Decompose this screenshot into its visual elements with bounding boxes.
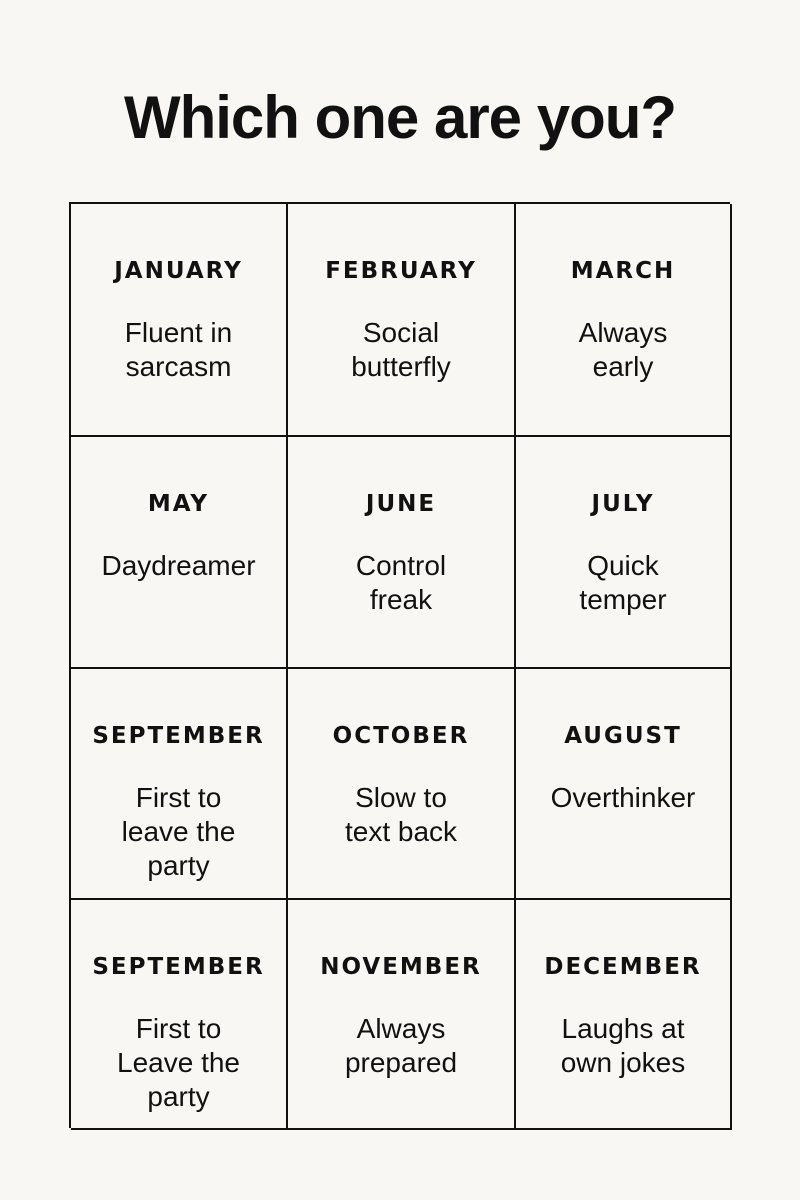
trait-line: Leave the xyxy=(117,1047,240,1078)
trait-line: sarcasm xyxy=(125,351,232,382)
month-label: AUGUST xyxy=(564,723,682,749)
trait-line: freak xyxy=(369,584,433,615)
trait-line: Overthinker xyxy=(550,782,696,813)
grid-cell xyxy=(288,437,516,669)
trait-line: Always xyxy=(356,1013,446,1044)
trait-line: Social xyxy=(362,317,440,348)
trait-line: prepared xyxy=(344,1047,458,1078)
trait-text xyxy=(536,781,711,815)
month-label: JUNE xyxy=(365,491,437,517)
month-label: SEPTEMBER xyxy=(92,723,265,749)
grid-cell xyxy=(71,900,288,1130)
month-label: JULY xyxy=(591,491,655,517)
grid-cell xyxy=(516,900,732,1130)
trait-text xyxy=(314,1012,489,1080)
trait-text xyxy=(314,316,489,384)
trait-line: temper xyxy=(579,584,667,615)
trait-text xyxy=(314,549,489,617)
grid-cell xyxy=(288,669,516,900)
trait-text xyxy=(314,781,489,849)
grid-cell xyxy=(288,204,516,437)
grid-cell xyxy=(71,204,288,437)
trait-text xyxy=(536,316,711,384)
trait-line: text back xyxy=(344,816,458,847)
grid-cell xyxy=(288,900,516,1130)
page-title: Which one are you? xyxy=(123,84,677,151)
trait-line: Quick xyxy=(587,550,659,581)
month-label: DECEMBER xyxy=(544,954,702,980)
trait-line: Always xyxy=(578,317,668,348)
trait-line: party xyxy=(147,1081,210,1112)
trait-line: First to xyxy=(135,1013,222,1044)
trait-line: Slow to xyxy=(355,782,447,813)
trait-text xyxy=(536,1012,711,1080)
trait-text xyxy=(536,549,711,617)
trait-line: Laughs at xyxy=(561,1013,685,1044)
trait-text xyxy=(91,781,266,883)
trait-line: leave the xyxy=(121,816,236,847)
trait-text xyxy=(91,1012,266,1114)
trait-line: First to xyxy=(135,782,222,813)
grid-cell xyxy=(71,437,288,669)
month-label: SEPTEMBER xyxy=(92,954,265,980)
grid-cell xyxy=(516,437,732,669)
trait-line: Daydreamer xyxy=(101,550,256,581)
month-trait-grid xyxy=(69,202,730,1128)
trait-text xyxy=(91,316,266,384)
month-label: MAY xyxy=(147,491,210,517)
month-label: MARCH xyxy=(570,258,676,284)
month-label: FEBRUARY xyxy=(325,258,477,284)
trait-line: butterfly xyxy=(351,351,451,382)
trait-line: Control xyxy=(355,550,447,581)
grid-cell xyxy=(516,204,732,437)
month-label: OCTOBER xyxy=(332,723,470,749)
grid-cell xyxy=(71,669,288,900)
month-label: NOVEMBER xyxy=(320,954,482,980)
trait-line: Fluent in xyxy=(124,317,233,348)
grid-cell xyxy=(516,669,732,900)
trait-line: early xyxy=(592,351,654,382)
trait-text xyxy=(91,549,266,583)
trait-line: party xyxy=(147,850,210,881)
month-label: JANUARY xyxy=(114,258,243,284)
trait-line: own jokes xyxy=(560,1047,686,1078)
